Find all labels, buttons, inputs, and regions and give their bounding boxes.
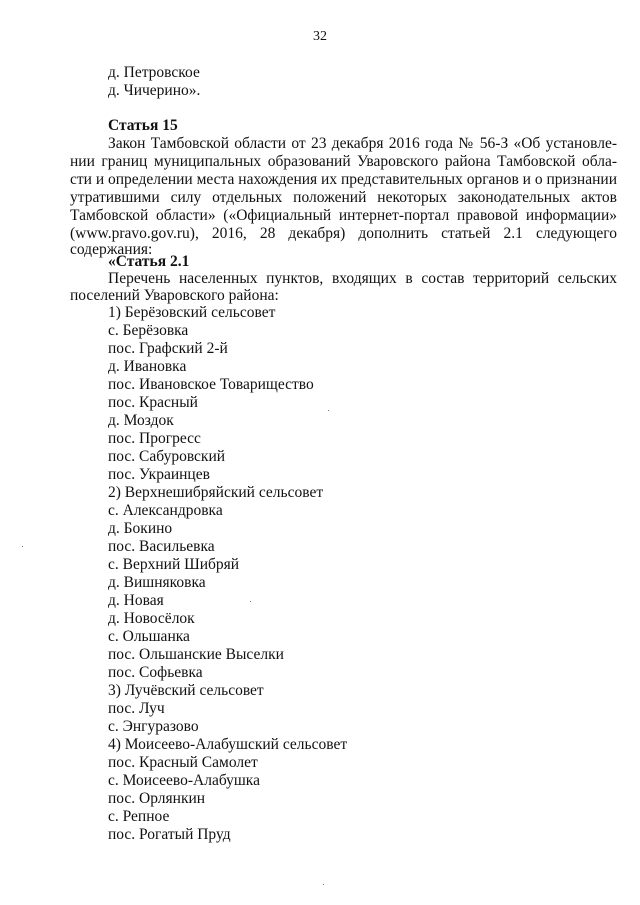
new-article-intro-line: поселений Уваровского района: bbox=[70, 287, 279, 304]
settlement-list bbox=[108, 304, 347, 844]
settlement-item: пос. Луч bbox=[108, 700, 165, 717]
scan-speck bbox=[22, 546, 23, 547]
article-body-line: содержания: bbox=[70, 241, 153, 258]
settlement-item: пос. Васильевка bbox=[108, 538, 215, 555]
article-body-line: Тамбовской области» («Официальный интернет-портал правовой информации» bbox=[70, 207, 617, 224]
new-article-heading: «Статья 2.1 bbox=[108, 253, 190, 270]
scan-speck bbox=[323, 884, 324, 885]
settlement-item: с. Александровка bbox=[108, 502, 223, 519]
settlement-item: д. Новосёлок bbox=[108, 610, 195, 627]
settlement-item: с. Берёзовка bbox=[108, 322, 189, 339]
settlement-item: 3) Лучёвский сельсовет bbox=[108, 682, 264, 699]
page-number: 32 bbox=[313, 29, 327, 44]
settlement-item: пос. Софьевка bbox=[108, 664, 203, 681]
settlement-item: д. Ивановка bbox=[108, 358, 187, 375]
settlement-item: д. Бокино bbox=[108, 520, 173, 537]
settlement-item: пос. Графский 2-й bbox=[108, 340, 228, 357]
settlement-item: пос. Красный Самолет bbox=[108, 754, 258, 771]
settlement-item: с. Моисеево-Алабушка bbox=[108, 772, 260, 789]
settlement-item: д. Новая bbox=[108, 592, 164, 609]
article-body-line: утратившими силу отдельных положений некоторых законодательных актов bbox=[70, 189, 617, 206]
article-body-line: Закон Тамбовской области от 23 декабря 2016 года № 56-З «Об установле- bbox=[108, 135, 617, 152]
settlement-item: пос. Сабуровский bbox=[108, 448, 226, 465]
scan-speck bbox=[250, 601, 251, 602]
new-article-intro-line: Перечень населенных пунктов, входящих в состав территорий сельских bbox=[108, 270, 617, 287]
article-heading: Статья 15 bbox=[108, 117, 178, 134]
article-body-line: (www.pravo.gov.ru), 2016, 28 декабря) дополнить статьей 2.1 следующего bbox=[70, 225, 617, 242]
settlement-item: д. Вишняковка bbox=[108, 574, 206, 591]
settlement-item: с. Репное bbox=[108, 808, 170, 825]
settlement-item: пос. Ольшанские Выселки bbox=[108, 646, 284, 663]
scan-speck bbox=[328, 410, 329, 411]
settlement-item: пос. Рогатый Пруд bbox=[108, 826, 231, 843]
settlement-item: пос. Ивановское Товарищество bbox=[108, 376, 314, 393]
settlement-item: пос. Красный bbox=[108, 394, 198, 411]
settlement-item: д. Моздок bbox=[108, 412, 174, 429]
article-body-line: сти и определении места нахождения их представительных органов и о признании bbox=[70, 171, 617, 188]
settlement-item: пос. Украинцев bbox=[108, 466, 210, 483]
settlement-item: 4) Моисеево-Алабушский сельсовет bbox=[108, 736, 348, 753]
intro-line: д. Чичерино». bbox=[108, 82, 201, 99]
settlement-item: с. Верхний Шибряй bbox=[108, 556, 240, 573]
settlement-item: с. Энгуразово bbox=[108, 718, 199, 735]
intro-line: д. Петровское bbox=[108, 64, 200, 81]
settlement-item: 1) Берёзовский сельсовет bbox=[108, 304, 276, 321]
settlement-item: пос. Прогресс bbox=[108, 430, 201, 447]
settlement-item: пос. Орлянкин bbox=[108, 790, 206, 807]
settlement-item: 2) Верхнешибряйский сельсовет bbox=[108, 484, 324, 501]
settlement-item: с. Ольшанка bbox=[108, 628, 190, 645]
article-body-line: нии границ муниципальных образований Уваровского района Тамбовской обла- bbox=[70, 153, 617, 170]
